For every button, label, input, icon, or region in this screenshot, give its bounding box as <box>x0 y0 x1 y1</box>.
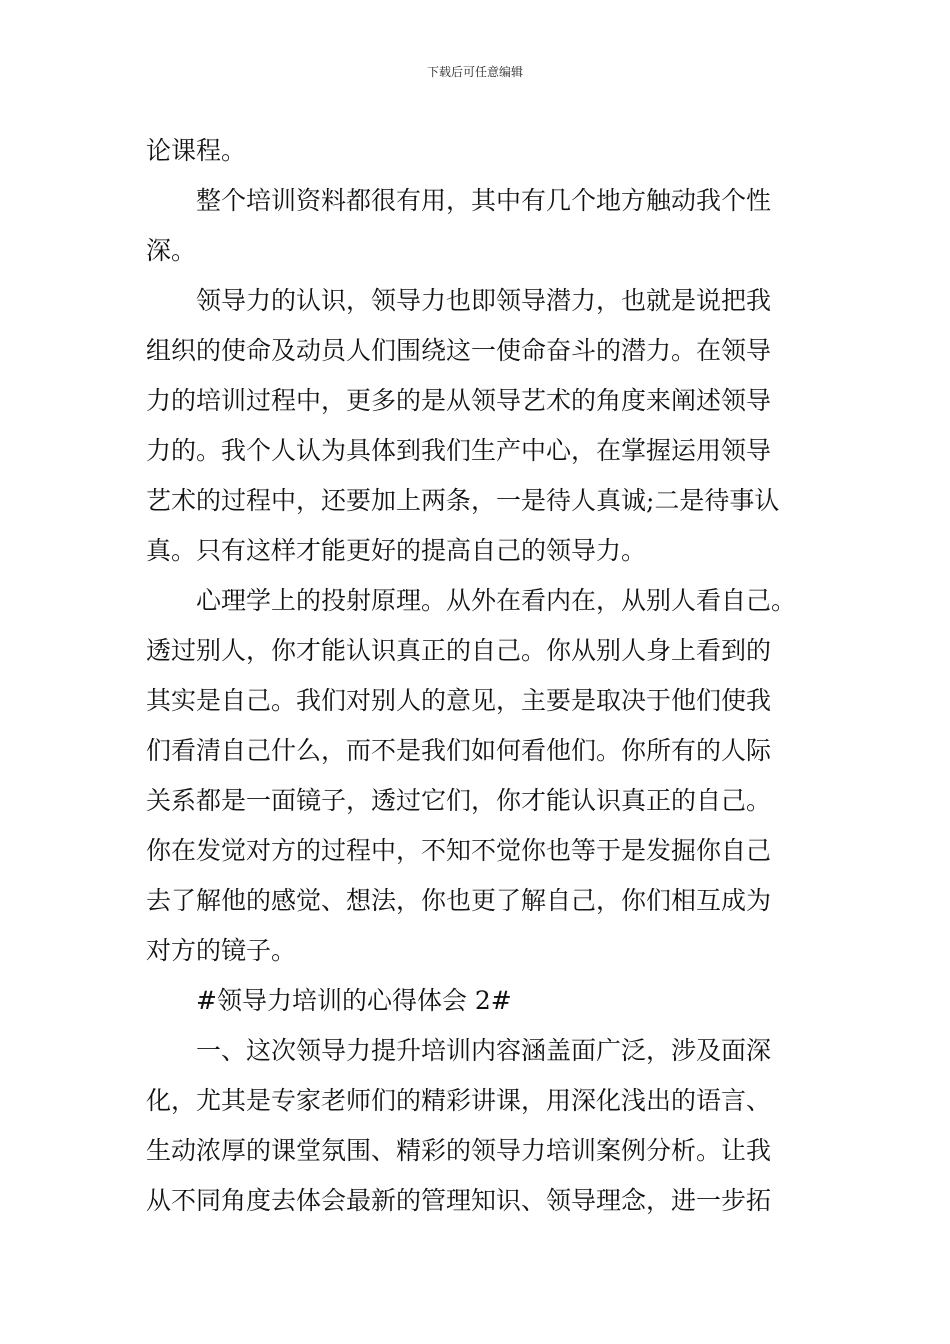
text-line: 整个培训资料都很有用，其中有几个地方触动我个性 <box>146 186 772 215</box>
text-line: 你在发觉对方的过程中，不知不觉你也等于是发掘你自己 <box>146 836 772 865</box>
text-line: 论课程。 <box>146 136 247 165</box>
text-line: 生动浓厚的课堂氛围、精彩的领导力培训案例分析。让我 <box>146 1136 772 1165</box>
text-line: 领导力的认识，领导力也即领导潜力，也就是说把我 <box>146 286 772 315</box>
section-heading: #领导力培训的心得体会 2# <box>146 986 512 1015</box>
text-line: 关系都是一面镜子，透过它们，你才能认识真正的自己。 <box>146 786 772 815</box>
text-line: 真。只有这样才能更好的提高自己的领导力。 <box>146 536 647 565</box>
text-line: 深。 <box>146 236 197 265</box>
text-line: 艺术的过程中，还要加上两条，一是待人真诚;二是待事认 <box>146 486 780 515</box>
text-line: 组织的使命及动员人们围绕这一使命奋斗的潜力。在领导 <box>146 336 772 365</box>
text-line: 透过别人，你才能认识真正的自己。你从别人身上看到的 <box>146 636 772 665</box>
text-line: 们看清自己什么，而不是我们如何看他们。你所有的人际 <box>146 736 772 765</box>
text-line: 化，尤其是专家老师们的精彩讲课，用深化浅出的语言、 <box>146 1086 772 1115</box>
page-header: 下载后可任意编辑 <box>426 65 523 79</box>
text-line: 去了解他的感觉、想法，你也更了解自己，你们相互成为 <box>146 886 772 915</box>
text-line: 一、这次领导力提升培训内容涵盖面广泛，涉及面深 <box>146 1036 772 1065</box>
text-line: 其实是自己。我们对别人的意见，主要是取决于他们使我 <box>146 686 772 715</box>
text-line: 对方的镜子。 <box>146 936 297 965</box>
text-line: 力的。我个人认为具体到我们生产中心，在掌握运用领导 <box>146 436 772 465</box>
text-line: 从不同角度去体会最新的管理知识、领导理念，进一步拓 <box>146 1186 772 1215</box>
text-line: 心理学上的投射原理。从外在看内在，从别人看自己。 <box>146 586 797 615</box>
text-line: 力的培训过程中，更多的是从领导艺术的角度来阐述领导 <box>146 386 772 415</box>
